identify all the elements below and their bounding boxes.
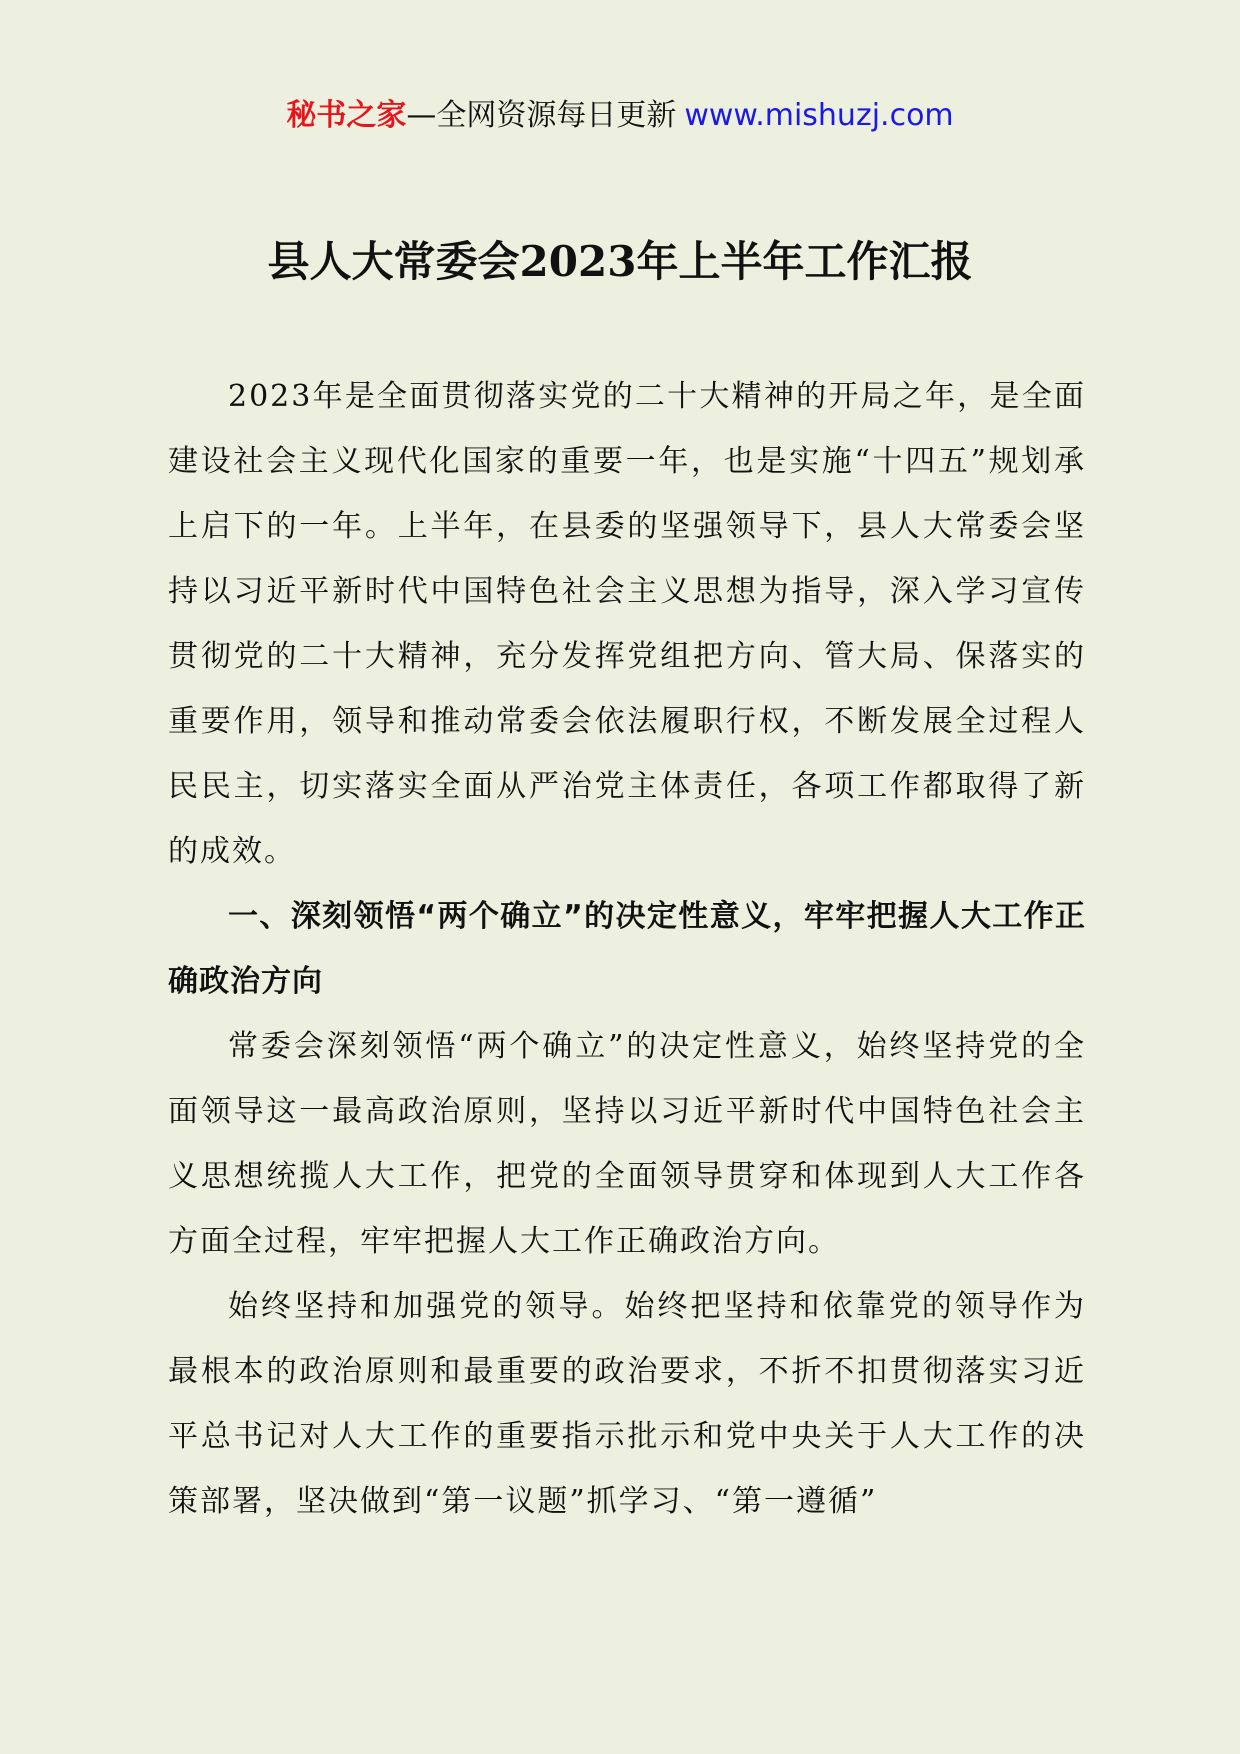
- document-title: 县人大常委会2023年上半年工作汇报: [267, 237, 973, 286]
- section-1-paragraph-2: 始终坚持和加强党的领导。始终把坚持和依靠党的领导作为最根本的政治原则和最重要的政治要求，不折不扣贯彻落实习近平总书记对人大工作的重要指示批示和党中央关于人大工作的决策部署，坚决做到“第一议题”抓学习、“第一遵循”: [168, 1289, 1086, 1519]
- header-slogan: —全网资源每日更新: [406, 98, 677, 133]
- site-url-link[interactable]: www.mishuzj.com: [684, 98, 954, 133]
- section-1-paragraph: 常委会深刻领悟“两个确立”的决定性意义，始终坚持党的全面领导这一最高政治原则，坚持以习近平新时代中国特色社会主义思想统揽人大工作，把党的全面领导贯穿和体现到人大工作各方面全过程，牢牢把握人大工作正确政治方向。: [168, 1029, 1086, 1259]
- brand-name: 秘书之家: [286, 98, 407, 133]
- intro-paragraph: 2023年是全面贯彻落实党的二十大精神的开局之年，是全面建设社会主义现代化国家的重要一年，也是实施“十四五”规划承上启下的一年。上半年，在县委的坚强领导下，县人大常委会坚持以习近平新时代中国特色社会主义思想为指导，深入学习宣传贯彻党的二十大精神，充分发挥党组把方向、管大局、保落实的重要作用，领导和推动常委会依法履职行权，不断发展全过程人民民主，切实落实全面从严治党主体责任，各项工作都取得了新的成效。: [168, 379, 1086, 869]
- section-heading-1: 一、深刻领悟“两个确立”的决定性意义，牢牢把握人大工作正确政治方向: [168, 899, 1086, 999]
- document-body: [168, 364, 1086, 1534]
- page-header: [0, 96, 1240, 136]
